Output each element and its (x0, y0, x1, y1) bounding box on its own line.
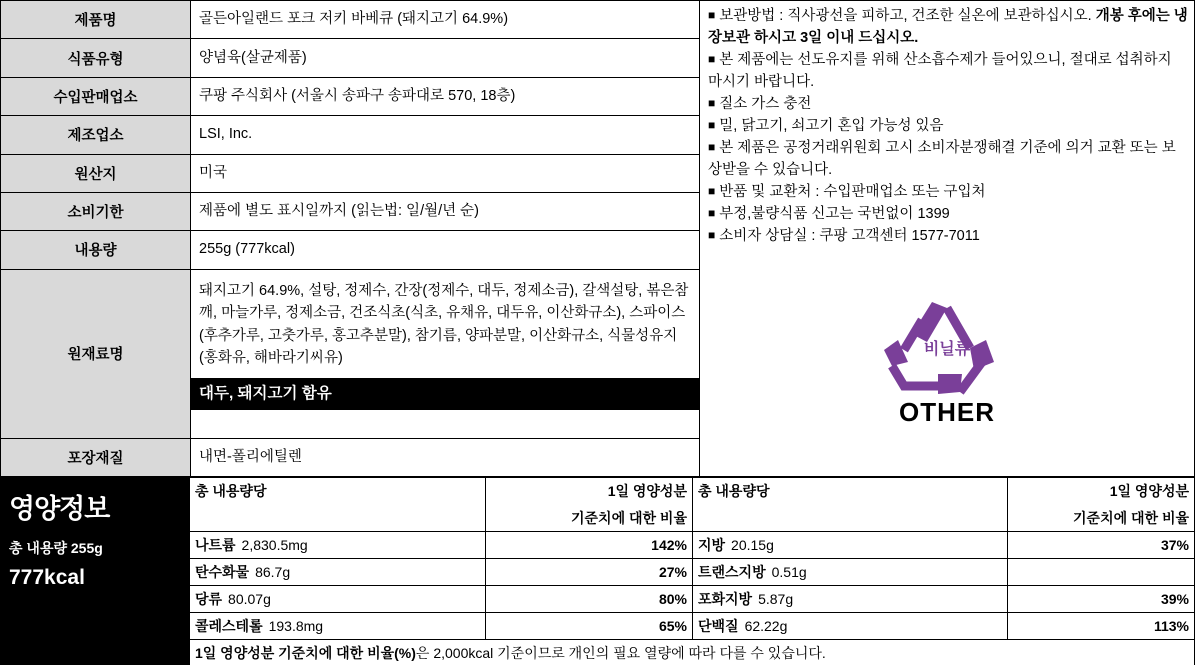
notice-text: 질소 가스 충전 (719, 96, 812, 113)
row-label: 식품유형 (1, 39, 191, 77)
row-value: 골든아일랜드 포크 저키 바베큐 (돼지고기 64.9%) (191, 1, 700, 39)
row-label: 제품명 (1, 1, 191, 39)
notice-text: 본 제품에는 선도유지를 위해 산소흡수제가 들어있으니, 절대로 섭취하지 마시기 바랍니다. (708, 52, 1172, 91)
notice-text: 본 제품은 공정거래위원회 고시 소비자분쟁해결 기준에 의거 교환 또는 보상받을 수 있습니다. (708, 140, 1176, 179)
nutrient-name-right (692, 586, 1007, 613)
bullet-square-icon: ■ (708, 228, 716, 243)
nutrient-name-right (692, 613, 1007, 640)
notice-text: 반품 및 교환처 : 수입판매업소 또는 구입처 (719, 184, 986, 201)
recycle-icon (882, 300, 1012, 395)
notice-line (708, 203, 1188, 225)
ingredients-text: 돼지고기 64.9%, 설탕, 정제수, 간장(정제수, 대두, 정제소금), 갈색설탕, 볶은참깨, 마늘가루, 정제소금, 건조식초(식초, 유채유, 대두유, 이산화규소), 스파이스(후추가루, 고춧가루, 홍고추분말), 참기름, 양파분말, 이산화규소, 식물성유지(홍화유, 해바라기씨유) (199, 282, 689, 367)
notice-line (708, 225, 1188, 247)
nutrient-name-left (189, 586, 485, 613)
recycle-other-label: OTHER (899, 397, 995, 427)
nutrient-label: 나트륨 (194, 537, 236, 553)
table-row (189, 532, 1194, 559)
nutrition-footnote (189, 640, 1194, 665)
nutrient-percent-left: 80% (485, 586, 692, 613)
allergen-banner: 대두, 돼지고기 함유 (191, 378, 699, 410)
bullet-square-icon: ■ (708, 118, 716, 133)
notice-line (708, 181, 1188, 203)
notice-line (708, 115, 1188, 137)
nutrition-section (0, 477, 1195, 665)
notice-text-bold: 개봉 후에는 냉장보관 하시고 3일 이내 드십시오. (708, 8, 1188, 47)
table-row (189, 613, 1194, 640)
ingredients-cell (191, 269, 700, 438)
product-info-table (0, 0, 700, 477)
bullet-square-icon: ■ (708, 8, 716, 22)
notice-text: 보관방법 : 직사광선을 피하고, 건조한 실온에 보관하십시오. (719, 8, 1096, 24)
nutrition-footnote-bold: 1일 영양성분 기준치에 대한 비율(%) (194, 645, 416, 661)
nutrition-header-left-2: 총 내용량당 (692, 478, 1007, 505)
table-row (1, 77, 700, 115)
table-row (1, 192, 700, 230)
row-value: 쿠팡 주식회사 (서울시 송파구 송파대로 570, 18층) (191, 77, 700, 115)
notice-text: 밀, 닭고기, 쇠고기 혼입 가능성 있음 (719, 118, 944, 135)
notice-line (708, 49, 1188, 93)
table-row (1, 39, 700, 77)
nutrition-header-left: 총 내용량당 (189, 478, 485, 505)
table-row-ingredients (1, 269, 700, 438)
table-row (189, 586, 1194, 613)
recycle-inner-label: 비닐류 (923, 341, 971, 358)
nutrient-name-left (189, 532, 485, 559)
row-value: LSI, Inc. (191, 116, 700, 154)
nutrition-header-right-sub-2: 기준치에 대한 비율 (1008, 505, 1195, 532)
row-value: 제품에 별도 표시일까지 (읽는법: 일/월/년 순) (191, 192, 700, 230)
row-label: 소비기한 (1, 192, 191, 230)
table-row (1, 154, 700, 192)
row-label: 내용량 (1, 231, 191, 269)
table-row (1, 116, 700, 154)
row-label: 포장재질 (1, 438, 191, 476)
bullet-square-icon: ■ (708, 96, 716, 111)
nutrient-name-left (189, 613, 485, 640)
table-row (1, 438, 700, 476)
nutrient-label: 콜레스테롤 (194, 618, 263, 634)
nutrient-amount: 20.15g (731, 537, 774, 553)
nutrient-label: 단백질 (697, 618, 739, 634)
nutrient-amount: 2,830.5mg (241, 537, 308, 553)
row-value: 255g (777kcal) (191, 231, 700, 269)
row-value: 미국 (191, 154, 700, 192)
nutrient-amount: 5.87g (758, 591, 794, 607)
nutrition-serving-size: 총 내용량 255g (9, 540, 103, 556)
nutrition-title: 영양정보 (9, 494, 110, 524)
product-info-panel (0, 0, 700, 477)
nutrient-amount: 0.51g (771, 564, 807, 580)
nutrient-label: 지방 (697, 537, 726, 553)
recycle-mark-group (847, 300, 1047, 428)
nutrition-footnote-rest: 은 2,000kcal 기준이므로 개인의 필요 열량에 따라 다를 수 있습니다. (415, 645, 826, 661)
nutrition-header-right-sub-1: 기준치에 대한 비율 (485, 505, 692, 532)
bullet-square-icon: ■ (708, 184, 716, 199)
bullet-square-icon: ■ (708, 52, 716, 67)
row-label: 제조업소 (1, 116, 191, 154)
row-value: 내면-폴리에틸렌 (191, 438, 700, 476)
table-row-footer (189, 640, 1194, 665)
nutrition-table (189, 477, 1195, 665)
nutrient-label: 탄수화물 (194, 564, 250, 580)
notice-line (708, 93, 1188, 115)
nutrient-label: 트랜스지방 (697, 564, 766, 580)
table-row (1, 231, 700, 269)
nutrient-name-right (692, 559, 1007, 586)
nutrient-label: 당류 (194, 591, 223, 607)
nutrition-header-right-2: 1일 영양성분 (1008, 478, 1195, 505)
notice-line (708, 5, 1188, 49)
notice-text: 소비자 상담실 : 쿠팡 고객센터 1577-7011 (719, 228, 980, 245)
table-row-header (189, 478, 1194, 505)
nutrition-header-right-1: 1일 영양성분 (485, 478, 692, 505)
row-label: 수입판매업소 (1, 77, 191, 115)
nutrient-percent-left: 142% (485, 532, 692, 559)
bullet-square-icon: ■ (708, 140, 716, 155)
row-label: 원산지 (1, 154, 191, 192)
nutrient-percent-right (1008, 559, 1195, 586)
bullet-square-icon: ■ (708, 206, 716, 221)
nutrient-percent-right: 37% (1008, 532, 1195, 559)
nutrient-amount: 86.7g (255, 564, 291, 580)
nutrient-percent-left: 65% (485, 613, 692, 640)
notices-panel (700, 0, 1195, 477)
nutrient-label: 포화지방 (697, 591, 753, 607)
table-row-header-sub (189, 505, 1194, 532)
row-value: 양념육(살균제품) (191, 39, 700, 77)
nutrient-percent-left: 27% (485, 559, 692, 586)
nutrient-name-left (189, 559, 485, 586)
nutrient-amount: 80.07g (228, 591, 271, 607)
nutrient-amount: 193.8mg (268, 618, 324, 634)
notice-line (708, 137, 1188, 181)
table-row (1, 1, 700, 39)
nutrition-header-spacer-left (189, 505, 485, 532)
nutrient-name-right (692, 532, 1007, 559)
nutrient-percent-right: 39% (1008, 586, 1195, 613)
nutrient-amount: 62.22g (744, 618, 788, 634)
nutrition-calories: 777kcal (9, 566, 85, 589)
nutrient-percent-right: 113% (1008, 613, 1195, 640)
table-row (189, 559, 1194, 586)
nutrition-title-block (0, 477, 189, 665)
nutrition-header-spacer-right (692, 505, 1007, 532)
row-label: 원재료명 (1, 269, 191, 438)
ingredients-block (191, 270, 699, 410)
notice-text: 부정,불량식품 신고는 국번없이 1399 (719, 206, 950, 223)
